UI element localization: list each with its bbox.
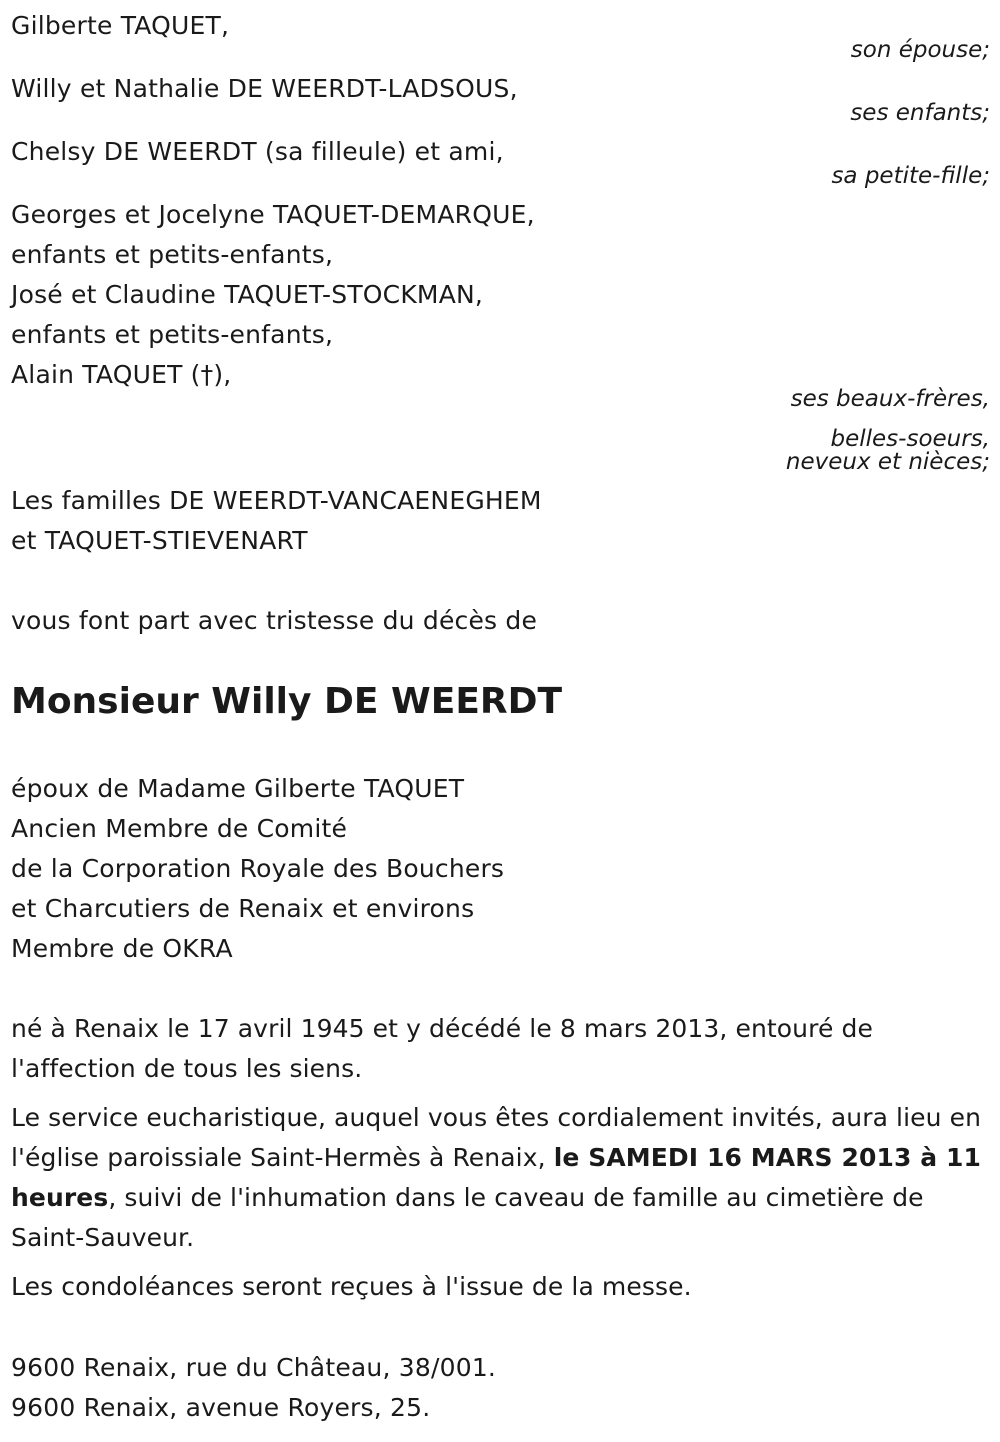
address-line: 9600 Renaix, rue du Château, 38/001. [11,1353,497,1382]
deceased-name: Monsieur Willy DE WEERDT [11,681,563,722]
children-role: ses enfants; [850,100,990,126]
service-text: Le service eucharistique, auquel vous êtes cordialement invités, aura lieu en l'église paroissiale Saint-Hermès à Renaix, [11,1103,982,1172]
deceased-title-line: époux de Madame Gilberte TAQUET [11,774,465,803]
service-text-end: , suivi de l'inhumation dans le caveau de famille au cimetière de Saint-Sauveur. [11,1183,924,1252]
deceased-title-line: et Charcutiers de Renaix et environs [11,894,475,923]
spouse-role: son épouse; [850,37,990,63]
inlaws-role: ses beaux-frères, [790,386,990,412]
spouse-name: Gilberte TAQUET, [11,11,230,40]
deceased-title-line: de la Corporation Royale des Bouchers [11,854,505,883]
families-line: Les familles DE WEERDT-VANCAENEGHEM [11,486,542,515]
inlaws-role: belles-soeurs, [830,426,990,452]
service-paragraph [11,1098,991,1258]
inlaws-line: enfants et petits-enfants, [11,240,334,269]
address-line: 9600 Renaix, avenue Royers, 25. [11,1393,431,1422]
service-date: le SAMEDI 16 MARS 2013 à 11 heures [11,1143,982,1212]
birth-death-paragraph: né à Renaix le 17 avril 1945 et y décédé le 8 mars 2013, entouré de l'affection de tous les siens. [11,1014,873,1083]
families-line: et TAQUET-STIEVENART [11,526,308,555]
condolences-text: Les condoléances seront reçues à l'issue de la messe. [11,1272,692,1301]
inlaws-role: neveux et nièces; [785,449,990,475]
deceased-title-line: Membre de OKRA [11,934,233,963]
inlaws-line: Alain TAQUET (†), [11,360,232,389]
deceased-title-line: Ancien Membre de Comité [11,814,348,843]
granddaughter-role: sa petite-fille; [831,163,990,189]
announcement-intro: vous font part avec tristesse du décès de [11,606,538,635]
granddaughter-name: Chelsy DE WEERDT (sa filleule) et ami, [11,137,504,166]
inlaws-line: Georges et Jocelyne TAQUET-DEMARQUE, [11,200,535,229]
inlaws-line: enfants et petits-enfants, [11,320,334,349]
inlaws-line: José et Claudine TAQUET-STOCKMAN, [11,280,484,309]
children-name: Willy et Nathalie DE WEERDT-LADSOUS, [11,74,518,103]
